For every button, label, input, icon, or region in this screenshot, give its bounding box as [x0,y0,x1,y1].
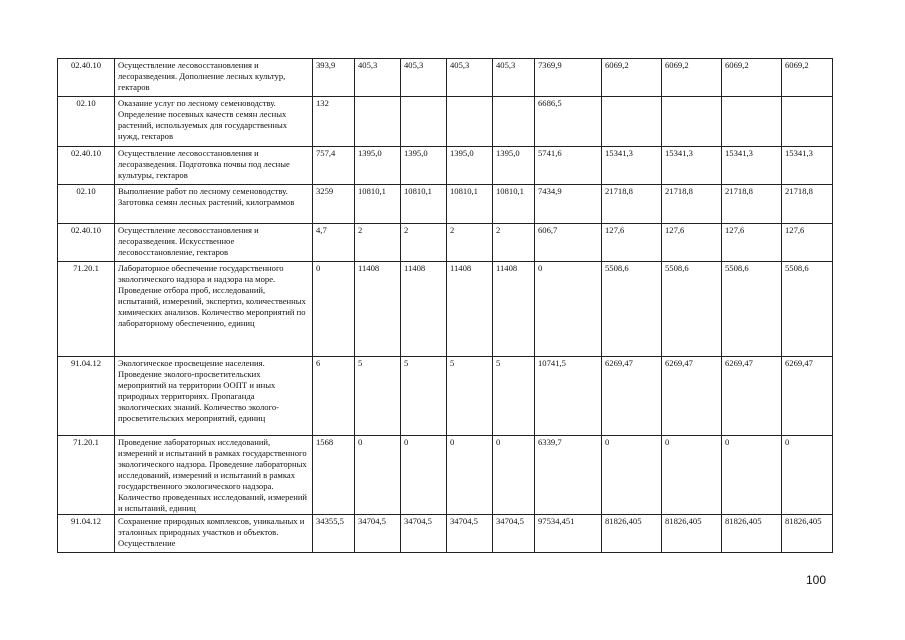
value-cell: 127,6 [602,224,662,262]
table-body [58,59,833,553]
value-cell: 0 [722,436,782,515]
value-cell: 6269,47 [662,357,722,436]
value-cell: 10810,1 [493,185,535,224]
okved-code-cell: 02.10 [58,97,115,147]
table-row [58,515,833,553]
value-cell: 393,9 [313,59,355,97]
value-cell: 10810,1 [447,185,493,224]
value-cell: 81826,405 [662,515,722,553]
value-cell: 2 [447,224,493,262]
value-cell [447,97,493,147]
value-cell: 6069,2 [782,59,833,97]
value-cell: 5 [447,357,493,436]
value-cell: 1568 [313,436,355,515]
description-cell: Осуществление лесовосстановления и лесоразведения. Искусственное лесовосстановление, гектаров [115,224,313,262]
value-cell: 405,3 [401,59,447,97]
value-cell [782,97,833,147]
value-cell: 10741,5 [535,357,602,436]
value-cell: 2 [355,224,401,262]
budget-table [57,58,833,553]
value-cell: 0 [313,262,355,357]
value-cell: 11408 [401,262,447,357]
value-cell: 0 [493,436,535,515]
value-cell: 5508,6 [602,262,662,357]
value-cell: 0 [782,436,833,515]
value-cell: 6339,7 [535,436,602,515]
value-cell: 21718,8 [662,185,722,224]
value-cell: 127,6 [722,224,782,262]
value-cell: 34704,5 [355,515,401,553]
okved-code-cell: 91.04.12 [58,357,115,436]
table-row [58,224,833,262]
table-row [58,185,833,224]
table-row [58,436,833,515]
value-cell: 15341,3 [662,147,722,185]
value-cell: 6269,47 [782,357,833,436]
value-cell: 34704,5 [447,515,493,553]
table-row [58,262,833,357]
value-cell: 0 [447,436,493,515]
value-cell: 1395,0 [355,147,401,185]
value-cell: 97534,451 [535,515,602,553]
value-cell [355,97,401,147]
value-cell: 10810,1 [355,185,401,224]
value-cell: 4,7 [313,224,355,262]
value-cell: 81826,405 [782,515,833,553]
value-cell: 6686,5 [535,97,602,147]
value-cell: 81826,405 [722,515,782,553]
value-cell: 0 [662,436,722,515]
value-cell [401,97,447,147]
description-cell: Осуществление лесовосстановления и лесоразведения. Дополнение лесных культур, гектаров [115,59,313,97]
okved-code-cell: 02.40.10 [58,224,115,262]
value-cell: 6069,2 [602,59,662,97]
value-cell [493,97,535,147]
page-number: 100 [806,573,827,587]
value-cell: 11408 [493,262,535,357]
value-cell: 127,6 [782,224,833,262]
value-cell [662,97,722,147]
value-cell: 606,7 [535,224,602,262]
value-cell: 0 [535,262,602,357]
value-cell: 34704,5 [401,515,447,553]
value-cell: 5508,6 [782,262,833,357]
value-cell: 405,3 [355,59,401,97]
value-cell: 21718,8 [782,185,833,224]
okved-code-cell: 71.20.1 [58,262,115,357]
value-cell: 1395,0 [401,147,447,185]
value-cell: 7434,9 [535,185,602,224]
value-cell [722,97,782,147]
okved-code-cell: 02.40.10 [58,59,115,97]
value-cell: 5 [355,357,401,436]
okved-code-cell: 71.20.1 [58,436,115,515]
value-cell: 2 [401,224,447,262]
value-cell: 2 [493,224,535,262]
description-cell: Лабораторное обеспечение государственного экологического надзора и надзора на море. Проведение отбора проб, исследований, испытаний, измерений, экспертиз, количественных химических анализов. Количество мероприятий по лабораторному обеспечению, единиц [115,262,313,357]
value-cell: 3259 [313,185,355,224]
okved-code-cell: 91.04.12 [58,515,115,553]
okved-code-cell: 02.10 [58,185,115,224]
value-cell: 5508,6 [662,262,722,357]
value-cell: 0 [401,436,447,515]
value-cell: 1395,0 [447,147,493,185]
value-cell: 5741,6 [535,147,602,185]
value-cell: 1395,0 [493,147,535,185]
value-cell: 405,3 [493,59,535,97]
value-cell: 5508,6 [722,262,782,357]
value-cell: 5 [401,357,447,436]
value-cell: 15341,3 [602,147,662,185]
description-cell: Экологическое просвещение населения. Проведение эколого-просветительских мероприятий на территории ООПТ и иных природных территориях. Пропаганда экологических знаний. Количество эколого-просветительских мероприятий, единиц [115,357,313,436]
value-cell: 5 [493,357,535,436]
description-cell: Сохранение природных комплексов, уникальных и эталонных природных участков и объектов. Осуществление [115,515,313,553]
value-cell: 0 [355,436,401,515]
description-cell: Осуществление лесовосстановления и лесоразведения. Подготовка почвы под лесные культуры, гектаров [115,147,313,185]
description-cell: Проведение лабораторных исследований, измерений и испытаний в рамках государственного экологического надзора. Проведение лабораторных исследований, измерений и испытаний в рамках государственного экологического надзора. Количество проведенных исследований, измерений и испытаний, единиц [115,436,313,515]
table-row [58,97,833,147]
table-row [58,357,833,436]
description-cell: Оказание услуг по лесному семеноводству. Определение посевных качеств семян лесных растений, используемых для государственных нужд, гектаров [115,97,313,147]
value-cell: 6 [313,357,355,436]
value-cell: 15341,3 [722,147,782,185]
okved-code-cell: 02.40.10 [58,147,115,185]
table-row [58,147,833,185]
value-cell: 34355,5 [313,515,355,553]
value-cell: 34704,5 [493,515,535,553]
value-cell: 21718,8 [722,185,782,224]
value-cell: 757,4 [313,147,355,185]
value-cell: 11408 [355,262,401,357]
value-cell: 21718,8 [602,185,662,224]
value-cell: 132 [313,97,355,147]
value-cell: 127,6 [662,224,722,262]
value-cell: 6069,2 [722,59,782,97]
value-cell: 11408 [447,262,493,357]
value-cell: 7369,9 [535,59,602,97]
value-cell [602,97,662,147]
value-cell: 10810,1 [401,185,447,224]
description-cell: Выполнение работ по лесному семеноводству. Заготовка семян лесных растений, килограммов [115,185,313,224]
value-cell: 405,3 [447,59,493,97]
value-cell: 15341,3 [782,147,833,185]
value-cell: 0 [602,436,662,515]
value-cell: 81826,405 [602,515,662,553]
table-row [58,59,833,97]
value-cell: 6069,2 [662,59,722,97]
value-cell: 6269,47 [722,357,782,436]
value-cell: 6269,47 [602,357,662,436]
